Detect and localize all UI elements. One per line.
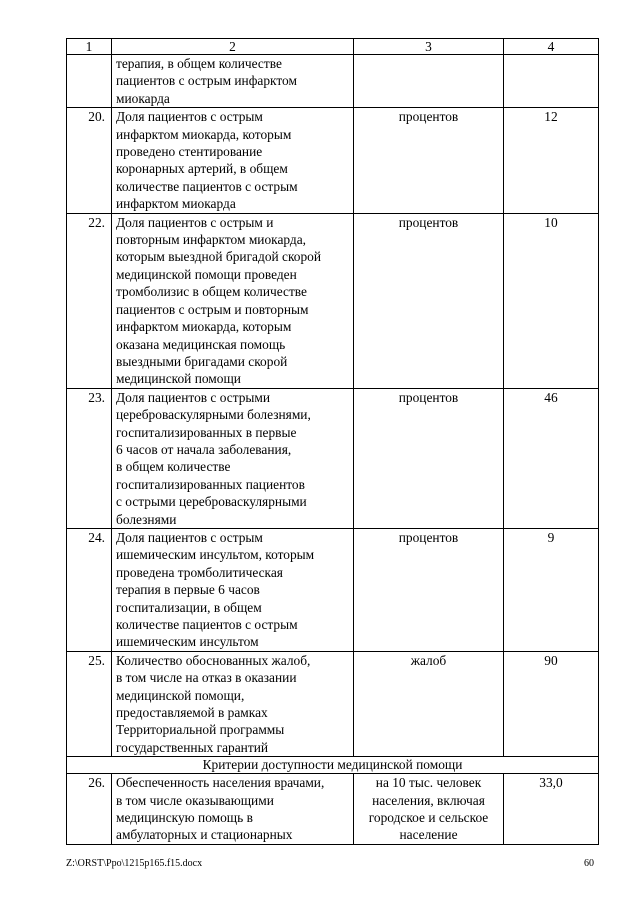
indicator-line: терапия в первые 6 часов	[116, 582, 260, 598]
unit-line: на 10 тыс. человек	[375, 775, 482, 791]
indicator-line: пациентов с острым и повторным	[116, 301, 309, 317]
indicator-line: инфарктом миокарда, которым	[116, 126, 292, 142]
row-unit	[354, 55, 504, 108]
indicator-line: инфарктом миокарда	[116, 196, 236, 212]
header-col-1: 1	[67, 39, 112, 55]
row-number	[67, 55, 112, 108]
indicator-line: ишемическим инсультом	[116, 634, 259, 650]
indicator-line: Доля пациентов с острым и	[116, 214, 274, 230]
table-row	[67, 774, 599, 845]
indicator-line: проведена тромболитическая	[116, 564, 283, 580]
indicator-line: коронарных артерий, в общем	[116, 161, 288, 177]
indicator-line: государственных гарантий	[116, 739, 269, 755]
header-row	[67, 39, 599, 55]
indicator-line: Количество обоснованных жалоб,	[116, 652, 311, 668]
row-indicator-text	[112, 108, 354, 213]
header-col-4: 4	[504, 39, 599, 55]
indicator-line: в общем количестве	[116, 459, 231, 475]
unit-line: населения, включая	[372, 792, 485, 808]
indicator-line: цереброваскулярными болезнями,	[116, 407, 311, 423]
row-value: 90	[504, 651, 599, 756]
indicator-line: медицинскую помощь в	[116, 810, 253, 826]
row-number: 24.	[67, 528, 112, 651]
row-indicator-text	[112, 528, 354, 651]
row-indicator-text	[112, 774, 354, 845]
indicator-line: Доля пациентов с острым	[116, 529, 263, 545]
row-value	[504, 55, 599, 108]
table-row	[67, 651, 599, 756]
table-row	[67, 108, 599, 213]
indicator-line: выездными бригадами скорой	[116, 353, 288, 369]
table-row	[67, 388, 599, 528]
row-number: 20.	[67, 108, 112, 213]
indicator-line: которым выездной бригадой скорой	[116, 249, 322, 265]
indicator-line: ишемическим инсультом, которым	[116, 547, 315, 563]
header-col-2: 2	[112, 39, 354, 55]
indicator-line: Обеспеченность населения врачами,	[116, 775, 325, 791]
row-unit	[354, 528, 504, 651]
row-number: 26.	[67, 774, 112, 845]
indicator-line: Территориальной программы	[116, 722, 285, 738]
indicator-line: повторным инфарктом миокарда,	[116, 232, 307, 248]
unit-line: процентов	[398, 529, 459, 545]
row-value: 12	[504, 108, 599, 213]
document-table	[66, 38, 599, 845]
indicator-line: медицинской помощи,	[116, 687, 245, 703]
row-unit	[354, 774, 504, 845]
indicator-line: оказана медицинская помощь	[116, 336, 286, 352]
table-row	[67, 55, 599, 108]
row-unit	[354, 651, 504, 756]
unit-line: жалоб	[410, 652, 447, 668]
row-indicator-text	[112, 388, 354, 528]
unit-line: городское и сельское	[368, 810, 489, 826]
row-unit	[354, 108, 504, 213]
indicator-line: медицинской помощи	[116, 371, 241, 387]
indicator-line: госпитализированных пациентов	[116, 476, 305, 492]
header-col-3: 3	[354, 39, 504, 55]
indicator-line: тромболизис в общем количестве	[116, 284, 307, 300]
indicator-line: количестве пациентов с острым	[116, 178, 298, 194]
row-unit	[354, 388, 504, 528]
indicator-line: пациентов с острым инфарктом	[116, 73, 297, 89]
unit-line: процентов	[398, 109, 459, 125]
indicator-line: Доля пациентов с острыми	[116, 389, 271, 405]
unit-line: население	[399, 827, 458, 843]
indicator-line: проведено стентирование	[116, 144, 263, 160]
row-value: 10	[504, 213, 599, 388]
row-value: 46	[504, 388, 599, 528]
indicator-line: госпитализированных в первые	[116, 424, 297, 440]
section-row	[67, 757, 599, 774]
row-value: 33,0	[504, 774, 599, 845]
footer-page-number: 60	[584, 858, 594, 869]
unit-line: процентов	[398, 389, 459, 405]
row-indicator-text	[112, 213, 354, 388]
indicator-line: инфарктом миокарда, которым	[116, 319, 292, 335]
indicator-line: госпитализации, в общем	[116, 599, 262, 615]
indicator-line: Доля пациентов с острым	[116, 109, 263, 125]
table-row	[67, 213, 599, 388]
indicator-line: в том числе на отказ в оказании	[116, 670, 297, 686]
indicator-line: терапия, в общем количестве	[116, 56, 282, 71]
row-indicator-text	[112, 651, 354, 756]
row-unit	[354, 213, 504, 388]
table-body	[67, 39, 599, 845]
indicator-line: количестве пациентов с острым	[116, 617, 298, 632]
row-indicator-text	[112, 55, 354, 108]
row-value: 9	[504, 528, 599, 651]
row-number: 25.	[67, 651, 112, 756]
indicator-line: медицинской помощи проведен	[116, 266, 297, 282]
indicator-line: болезнями	[116, 511, 177, 527]
indicator-line: с острыми цереброваскулярными	[116, 494, 307, 510]
footer-file-path: Z:\ORST\Ppo\1215p165.f15.docx	[66, 858, 203, 869]
indicator-line: предоставляемой в рамках	[116, 705, 268, 721]
indicator-line: 6 часов от начала заболевания,	[116, 441, 292, 457]
unit-line: процентов	[398, 214, 459, 230]
indicator-line: миокарда	[116, 90, 170, 106]
row-number: 22.	[67, 213, 112, 388]
indicator-line: амбулаторных и стационарных	[116, 827, 293, 843]
section-title: Критерии доступности медицинской помощи	[67, 757, 599, 774]
row-number: 23.	[67, 388, 112, 528]
indicator-line: в том числе оказывающими	[116, 792, 274, 808]
table-row	[67, 528, 599, 651]
